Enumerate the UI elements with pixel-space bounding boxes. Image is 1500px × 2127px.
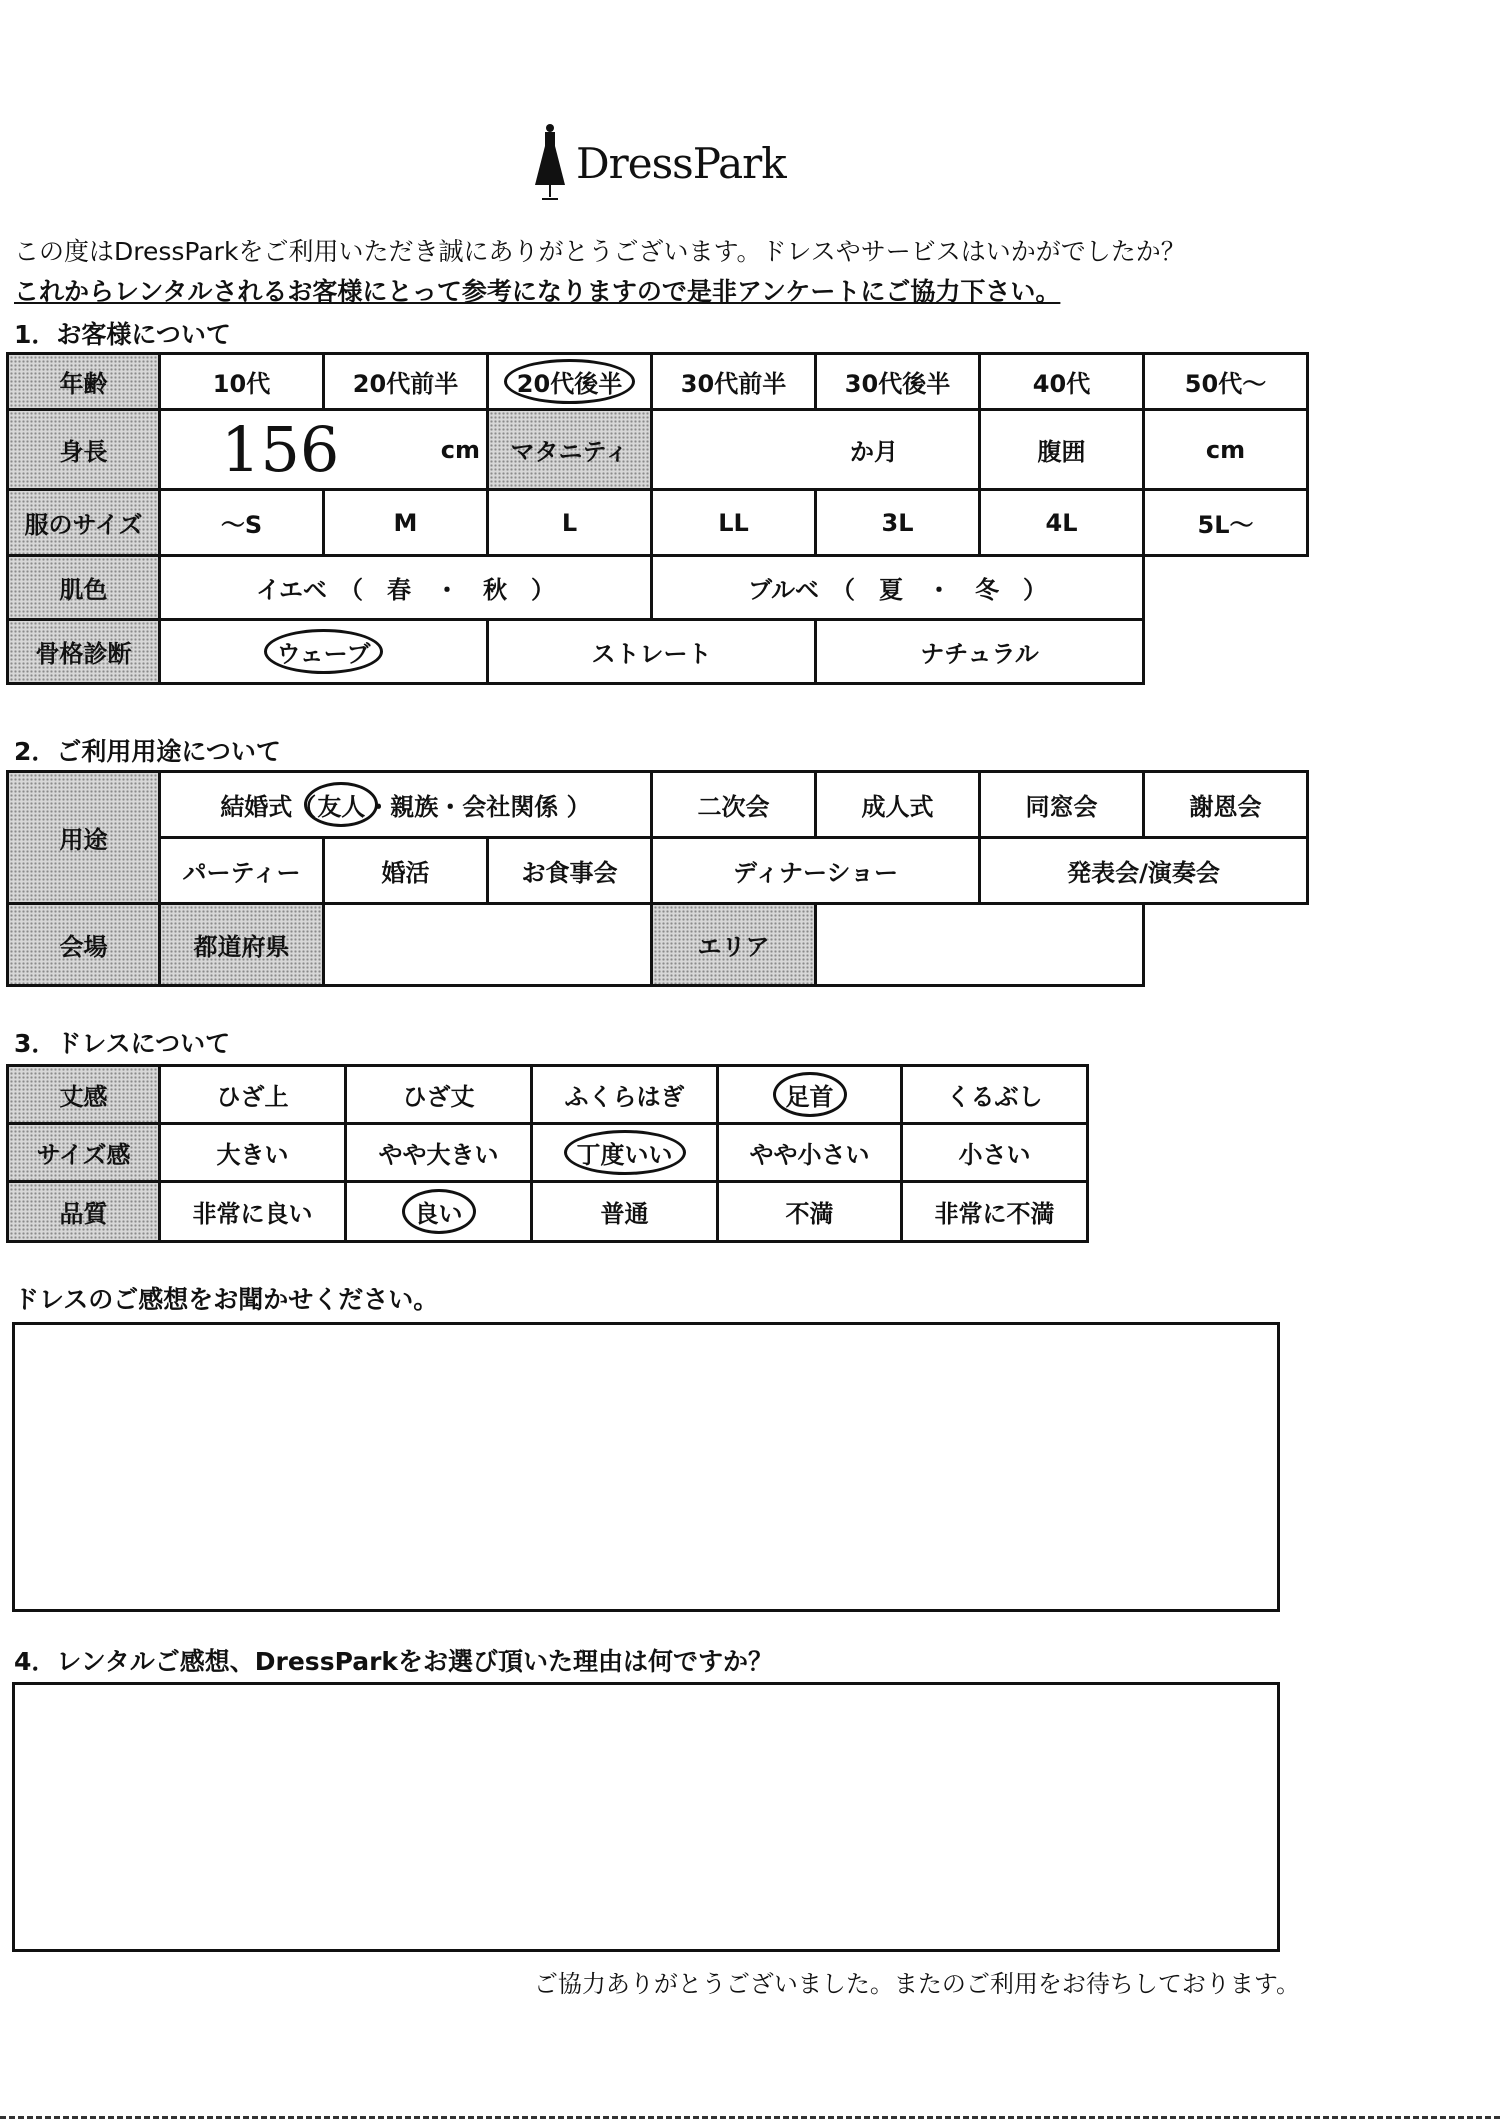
length-row xyxy=(8,1066,1088,1124)
maternity-label: マタニティ xyxy=(488,410,652,490)
dress-icon xyxy=(530,123,570,203)
frame-option[interactable]: ストレート xyxy=(488,620,816,684)
age-row xyxy=(8,354,1308,410)
quality-row xyxy=(8,1182,1088,1242)
selection-circle: 丁度いい xyxy=(564,1130,686,1175)
height-row xyxy=(8,410,1308,490)
brand-name: DressPark xyxy=(576,138,786,188)
area-label: エリア xyxy=(652,904,816,986)
wedding-option[interactable] xyxy=(160,772,652,838)
size-option[interactable]: LL xyxy=(652,490,816,556)
size-option[interactable]: L xyxy=(488,490,652,556)
age-option[interactable]: 20代前半 xyxy=(324,354,488,410)
size-option[interactable]: 4L xyxy=(980,490,1144,556)
wedding-prefix: 結婚式（ xyxy=(220,793,317,821)
brand-logo xyxy=(530,118,786,208)
footer-divider xyxy=(0,2116,1500,2119)
fit-label: サイズ感 xyxy=(8,1124,160,1182)
area-field[interactable] xyxy=(816,904,1144,986)
age-option[interactable]: 40代 xyxy=(980,354,1144,410)
skin-blue-option[interactable]: ブルベ （ 夏 ・ 冬 ） xyxy=(652,556,1144,620)
length-option[interactable]: ひざ上 xyxy=(160,1066,346,1124)
age-option[interactable]: 10代 xyxy=(160,354,324,410)
maternity-months[interactable]: か月 xyxy=(652,410,980,490)
wedding-rest: ・親族・会社関係 ） xyxy=(366,793,591,821)
intro-line-1: この度はDressParkをご利用いただき誠にありがとうございます。ドレスやサービスはいかがでしたか？ xyxy=(14,237,1186,266)
age-option[interactable]: 30代前半 xyxy=(652,354,816,410)
age-option[interactable]: 50代～ xyxy=(1144,354,1308,410)
size-option[interactable]: 3L xyxy=(816,490,980,556)
quality-label: 品質 xyxy=(8,1182,160,1242)
quality-option-selected[interactable] xyxy=(346,1182,532,1242)
selection-circle: ウェーブ xyxy=(264,629,384,674)
selection-circle: 友人 xyxy=(304,782,378,827)
usage-option[interactable]: ディナーショー xyxy=(652,838,980,904)
quality-option[interactable]: 不満 xyxy=(718,1182,902,1242)
waist-label: 腹囲 xyxy=(980,410,1144,490)
age-option-selected[interactable] xyxy=(488,354,652,410)
quality-option[interactable]: 非常に不満 xyxy=(902,1182,1088,1242)
size-row xyxy=(8,490,1308,556)
section1-title: 1．お客様について xyxy=(14,320,231,349)
dress-table xyxy=(6,1064,1089,1243)
height-label: 身長 xyxy=(8,410,160,490)
frame-row xyxy=(8,620,1308,684)
quality-option[interactable]: 普通 xyxy=(532,1182,718,1242)
venue-label: 会場 xyxy=(8,904,160,986)
size-label: 服のサイズ xyxy=(8,490,160,556)
height-value: 156 xyxy=(221,413,340,486)
length-label: 丈感 xyxy=(8,1066,160,1124)
skin-row xyxy=(8,556,1308,620)
customer-table xyxy=(6,352,1309,685)
quality-option[interactable]: 非常に良い xyxy=(160,1182,346,1242)
length-option[interactable]: ふくらはぎ xyxy=(532,1066,718,1124)
frame-option-selected[interactable] xyxy=(160,620,488,684)
closing-message: ご協力ありがとうございました。またのご利用をお待ちしております。 xyxy=(533,1970,1300,1998)
fit-row xyxy=(8,1124,1088,1182)
impression-textarea[interactable] xyxy=(12,1322,1280,1612)
usage-option[interactable]: お食事会 xyxy=(488,838,652,904)
frame-option[interactable]: ナチュラル xyxy=(816,620,1144,684)
usage-option[interactable]: 謝恩会 xyxy=(1144,772,1308,838)
usage-row-1 xyxy=(8,772,1308,838)
frame-label: 骨格診断 xyxy=(8,620,160,684)
fit-option[interactable]: 小さい xyxy=(902,1124,1088,1182)
fit-option[interactable]: やや大きい xyxy=(346,1124,532,1182)
section3-title: 3．ドレスについて xyxy=(14,1029,231,1058)
intro-line-2: これからレンタルされるお客様にとって参考になりますので是非アンケートにご協力下さい。 xyxy=(14,277,1061,306)
usage-option[interactable]: 同窓会 xyxy=(980,772,1144,838)
selection-circle: 良い xyxy=(402,1189,476,1234)
usage-table xyxy=(6,770,1309,987)
usage-option[interactable]: 成人式 xyxy=(816,772,980,838)
height-unit: cm xyxy=(440,435,480,464)
size-option[interactable]: ～S xyxy=(160,490,324,556)
length-option[interactable]: ひざ丈 xyxy=(346,1066,532,1124)
usage-option[interactable]: 二次会 xyxy=(652,772,816,838)
age-label: 年齢 xyxy=(8,354,160,410)
length-option[interactable]: くるぶし xyxy=(902,1066,1088,1124)
skin-yellow-option[interactable]: イエベ （ 春 ・ 秋 ） xyxy=(160,556,652,620)
usage-label: 用途 xyxy=(8,772,160,904)
skin-label: 肌色 xyxy=(8,556,160,620)
usage-option[interactable]: パーティー xyxy=(160,838,324,904)
size-option[interactable]: 5L～ xyxy=(1144,490,1308,556)
reason-textarea[interactable] xyxy=(12,1682,1280,1952)
prefecture-label: 都道府県 xyxy=(160,904,324,986)
usage-option[interactable]: 婚活 xyxy=(324,838,488,904)
usage-row-2 xyxy=(8,838,1308,904)
size-option[interactable]: M xyxy=(324,490,488,556)
prefecture-field[interactable] xyxy=(324,904,652,986)
impression-prompt: ドレスのご感想をお聞かせください。 xyxy=(14,1285,439,1314)
fit-option-selected[interactable] xyxy=(532,1124,718,1182)
usage-option[interactable]: 発表会/演奏会 xyxy=(980,838,1308,904)
waist-unit[interactable]: cm xyxy=(1144,410,1308,490)
fit-option[interactable]: 大きい xyxy=(160,1124,346,1182)
selection-circle: 足首 xyxy=(773,1072,847,1117)
section4-title: 4．レンタルご感想、DressParkをお選び頂いた理由は何ですか？ xyxy=(14,1647,774,1676)
age-option[interactable]: 30代後半 xyxy=(816,354,980,410)
section2-title: 2．ご利用用途について xyxy=(14,737,281,766)
selection-circle: 20代後半 xyxy=(504,359,635,404)
length-option-selected[interactable] xyxy=(718,1066,902,1124)
venue-row xyxy=(8,904,1308,986)
fit-option[interactable]: やや小さい xyxy=(718,1124,902,1182)
height-field[interactable] xyxy=(160,410,488,490)
